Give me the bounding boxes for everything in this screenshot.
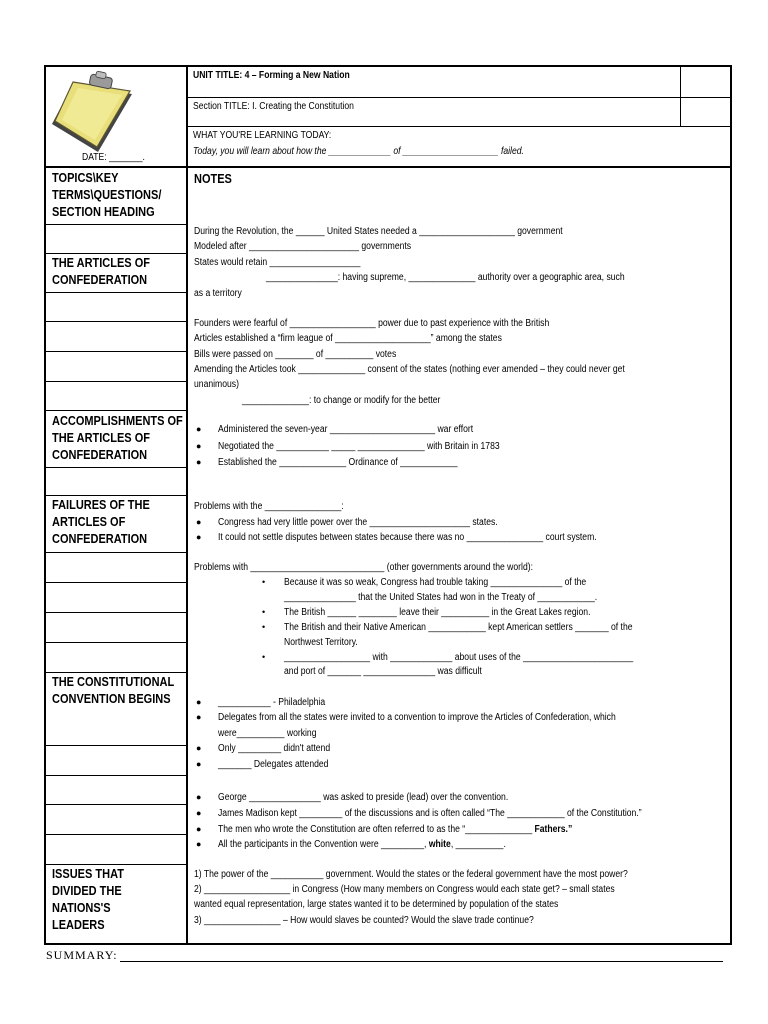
bullet-icon: ● bbox=[196, 743, 202, 753]
unit-title: UNIT TITLE: 4 – Forming a New Nation bbox=[193, 70, 350, 81]
learning-text: Today, you will learn about how the _____________ of ____________________ failed. bbox=[193, 146, 524, 157]
left-row-divider bbox=[45, 775, 186, 776]
note-line: _______________ that the United States had won in the Treaty of ____________. bbox=[284, 592, 598, 603]
column-divider bbox=[186, 65, 188, 945]
note-line: Problems with the ________________: bbox=[194, 501, 344, 512]
bullet-icon: ● bbox=[196, 792, 202, 802]
note-line: ______________: to change or modify for the better bbox=[242, 395, 441, 406]
summary-label: SUMMARY: bbox=[46, 948, 118, 962]
left-row-divider bbox=[45, 224, 186, 225]
table-right-border bbox=[730, 65, 732, 945]
note-text-bold: white bbox=[428, 839, 451, 850]
left-row-divider bbox=[45, 745, 186, 746]
note-line: George _______________ was asked to preside (lead) over the convention. bbox=[218, 792, 509, 803]
note-line: 2) __________________ in Congress (How many members on Congress would each state get? – small states bbox=[194, 884, 615, 895]
note-text: , __________. bbox=[450, 839, 506, 850]
note-line: Articles established a “firm league of ____________________” among the states bbox=[194, 333, 502, 344]
bullet-icon: ● bbox=[196, 424, 202, 434]
note-line bbox=[218, 824, 572, 836]
table-bottom-border bbox=[44, 943, 732, 945]
note-line: Established the ______________ Ordinance of ____________ bbox=[218, 457, 458, 468]
header-box-divider-mid bbox=[681, 97, 731, 98]
note-line: and port of _______ _______________ was difficult bbox=[284, 666, 482, 677]
left-row-divider bbox=[45, 864, 186, 865]
clipboard-icon bbox=[50, 66, 140, 156]
left-row-divider bbox=[45, 804, 186, 805]
note-line: _______ Delegates attended bbox=[218, 759, 329, 770]
note-line: Founders were fearful of __________________ power due to past experience with the British bbox=[194, 318, 550, 329]
left-row-divider bbox=[45, 642, 186, 643]
left-row-divider bbox=[45, 834, 186, 835]
learning-label: WHAT YOU'RE LEARNING TODAY: bbox=[193, 130, 332, 141]
bullet-icon: ● bbox=[196, 759, 202, 769]
note-line: 1) The power of the ___________ government. Would the states or the federal government have the most power? bbox=[194, 869, 628, 880]
bullet-icon: • bbox=[262, 652, 266, 662]
note-line: States would retain ___________________ bbox=[194, 257, 361, 268]
note-line: Delegates from all the states were invited to a convention to improve the Articles of Confederation, which bbox=[218, 712, 616, 723]
bullet-icon: ● bbox=[196, 824, 202, 834]
note-line: Modeled after _______________________ governments bbox=[194, 241, 412, 252]
summary-line[interactable] bbox=[120, 961, 723, 962]
left-row-divider bbox=[45, 495, 186, 496]
note-line: Northwest Territory. bbox=[284, 637, 358, 648]
table-left-border bbox=[44, 65, 46, 945]
note-line: Negotiated the ___________ _____ ______________ with Britain in 1783 bbox=[218, 441, 500, 452]
bullet-icon: ● bbox=[196, 839, 202, 849]
heading-accomplishments: ACCOMPLISHMENTS OF THE ARTICLES OF CONFEDERATION bbox=[52, 414, 183, 462]
left-row-divider bbox=[45, 410, 186, 411]
bullet-icon: ● bbox=[196, 712, 202, 722]
bullet-icon: • bbox=[262, 622, 266, 632]
section-title: Section TITLE: I. Creating the Constitution bbox=[193, 101, 354, 112]
note-line: It could not settle disputes between states because there was no ________________ court system. bbox=[218, 532, 597, 543]
left-row-divider bbox=[45, 552, 186, 553]
note-line: were__________ working bbox=[218, 728, 317, 739]
date-label: DATE: _______. bbox=[82, 152, 145, 163]
heading-topics: TOPICS\KEY TERMS\QUESTIONS/ SECTION HEADING bbox=[52, 171, 162, 219]
note-text-bold: Fathers.” bbox=[534, 824, 573, 835]
note-text: All the participants in the Convention were _________, bbox=[218, 839, 429, 850]
note-line: ___________ - Philadelphia bbox=[218, 697, 326, 708]
note-line: 3) ________________ – How would slaves be counted? Would the slave trade continue? bbox=[194, 915, 534, 926]
left-row-divider bbox=[45, 467, 186, 468]
header-row-divider-1 bbox=[187, 97, 731, 98]
note-line: Amending the Articles took ______________ consent of the states (nothing ever amended – they could never get bbox=[194, 364, 625, 375]
left-row-divider bbox=[45, 672, 186, 673]
heading-convention: THE CONSTITUTIONAL CONVENTION BEGINS bbox=[52, 675, 175, 706]
bullet-icon: ● bbox=[196, 441, 202, 451]
note-line: The British and their Native American ____________ kept American settlers _______ of the bbox=[284, 622, 633, 633]
left-row-divider bbox=[45, 253, 186, 254]
bullet-icon: ● bbox=[196, 532, 202, 542]
note-line: Bills were passed on ________ of __________ votes bbox=[194, 349, 397, 360]
note-line: unanimous) bbox=[194, 379, 239, 390]
left-row-divider bbox=[45, 582, 186, 583]
left-row-divider bbox=[45, 381, 186, 382]
note-line: Because it was so weak, Congress had trouble taking _______________ of the bbox=[284, 577, 587, 588]
note-line: The British ______ ________ leave their __________ in the Great Lakes region. bbox=[284, 607, 591, 618]
note-line: Congress had very little power over the _____________________ states. bbox=[218, 517, 498, 528]
bullet-icon: ● bbox=[196, 457, 202, 467]
note-line: _______________: having supreme, ______________ authority over a geographic area, such bbox=[266, 272, 625, 283]
bullet-icon: ● bbox=[196, 697, 202, 707]
left-row-divider bbox=[45, 321, 186, 322]
note-line: Only _________ didn't attend bbox=[218, 743, 331, 754]
note-line: Administered the seven-year ______________________ war effort bbox=[218, 424, 474, 435]
note-line: During the Revolution, the ______ United States needed a ____________________ government bbox=[194, 226, 563, 237]
note-line: __________________ with _____________ about uses of the _______________________ bbox=[284, 652, 634, 663]
heading-articles: THE ARTICLES OF CONFEDERATION bbox=[52, 256, 150, 287]
left-row-divider bbox=[45, 292, 186, 293]
note-line: James Madison kept _________ of the discussions and is often called “The ____________ of the Constitution.” bbox=[218, 808, 642, 819]
note-line: Problems with ____________________________ (other governments around the world): bbox=[194, 562, 533, 573]
note-line: as a territory bbox=[194, 288, 242, 299]
header-bottom-border bbox=[44, 166, 732, 168]
note-text: The men who wrote the Constitution are often referred to as the “______________ bbox=[218, 824, 535, 835]
bullet-icon: ● bbox=[196, 517, 202, 527]
note-line: wanted equal representation, large states wanted it to be determined by population of the states bbox=[194, 899, 559, 910]
left-row-divider bbox=[45, 612, 186, 613]
notes-heading: NOTES bbox=[194, 172, 232, 186]
bullet-icon: • bbox=[262, 607, 266, 617]
left-row-divider bbox=[45, 351, 186, 352]
table-top-border bbox=[44, 65, 732, 67]
heading-failures: FAILURES OF THE ARTICLES OF CONFEDERATION bbox=[52, 498, 150, 546]
header-row-divider-2 bbox=[187, 126, 731, 127]
note-line bbox=[218, 839, 506, 851]
bullet-icon: ● bbox=[196, 808, 202, 818]
bullet-icon: • bbox=[262, 577, 266, 587]
heading-issues: ISSUES THAT DIVIDED THE NATIONS'S LEADERS bbox=[52, 867, 124, 932]
